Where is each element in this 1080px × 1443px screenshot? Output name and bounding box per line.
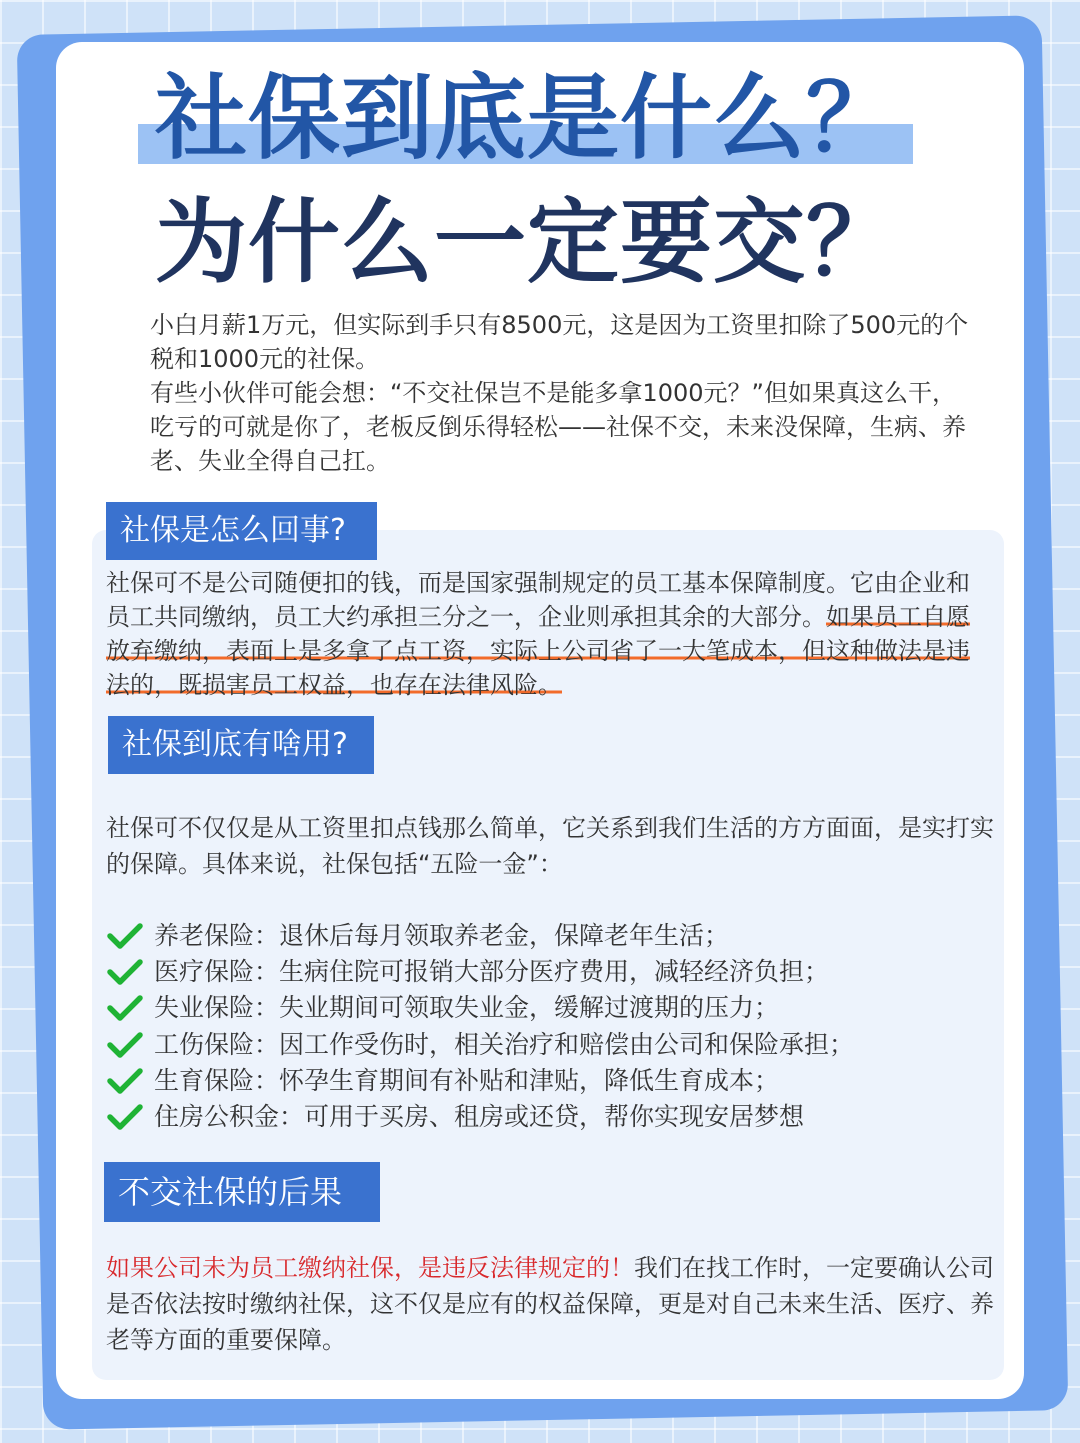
page-title-line-1: 社保到底是什么？: [155, 65, 900, 172]
section-heading-usage: 社保到底有啥用?: [108, 716, 374, 774]
list-item-text: 工伤保险：因工作受伤时，相关治疗和赔偿由公司和保险承担；: [154, 1029, 855, 1059]
intro-paragraph-1: 小白月薪1万元，但实际到手只有8500元，这是因为工资里扣除了500元的个税和1000元的社保。: [150, 311, 969, 373]
list-item-text: 养老保险：退休后每月领取养老金，保障老年生活；: [154, 921, 730, 950]
check-icon: [106, 1102, 144, 1132]
section-consequences-text: [106, 1250, 1011, 1358]
warning-text: 如果公司未为员工缴纳社保，是违反法律规定的！: [106, 1254, 634, 1282]
section-heading-consequences: 不交社保的后果: [104, 1162, 380, 1222]
list-item-text: 医疗保险：生病住院可报销大部分医疗费用，减轻经济负担；: [154, 957, 830, 987]
section-what-is-text: [106, 566, 986, 702]
section-what-is-highlight: 如果员工自愿放弃缴纳，表面上是多拿了点工资，实际上公司省了一大笔成本，但这种做法是违法的，既损害员工权益，也存在法律风险。: [106, 603, 970, 699]
check-icon: [106, 957, 144, 987]
list-item: [106, 990, 1006, 1026]
list-item-text: 生育保险：怀孕生育期间有补贴和津贴，降低生育成本；: [154, 1065, 780, 1095]
insurance-list: [106, 918, 1006, 1135]
check-icon: [106, 921, 144, 951]
check-icon: [106, 1030, 144, 1060]
list-item: [106, 1099, 1006, 1135]
section-heading-what-is: 社保是怎么回事?: [106, 502, 377, 560]
intro-text: [150, 308, 970, 478]
section-consequences-body: 我们在找工作时，一定要确认公司是否依法按时缴纳社保，这不仅是应有的权益保障，更是对自己未来生活、医疗、养老等方面的重要保障。: [106, 1254, 994, 1354]
section-what-is-body: 社保可不是公司随便扣的钱，而是国家强制规定的员工基本保障制度。它由企业和员工共同缴纳，员工大约承担三分之一，企业则承担其余的大部分。: [106, 569, 970, 631]
list-item: [106, 1027, 1006, 1063]
check-icon: [106, 1066, 144, 1096]
section-usage-text: 社保可不仅仅是从工资里扣点钱那么简单，它关系到我们生活的方方面面，是实打实的保障。具体来说，社保包括“五险一金”：: [106, 814, 994, 878]
intro-paragraph-2: 有些小伙伴可能会想：“不交社保岂不是能多拿1000元？”但如果真这么干，吃亏的可就是你了，老板反倒乐得轻松——社保不交，未来没保障，生病、养老、失业全得自己扛。: [150, 379, 966, 475]
list-item-text: 住房公积金：可用于买房、租房或还贷，帮你实现安居梦想: [154, 1101, 805, 1131]
check-icon: [106, 993, 144, 1023]
page-title-line-2: 为什么一定要交？: [155, 189, 900, 296]
list-item-text: 失业保险：失业期间可领取失业金，缓解过渡期的压力；: [154, 993, 780, 1023]
list-item: [106, 954, 1006, 990]
list-item: [106, 1063, 1006, 1099]
list-item: [106, 918, 1006, 954]
